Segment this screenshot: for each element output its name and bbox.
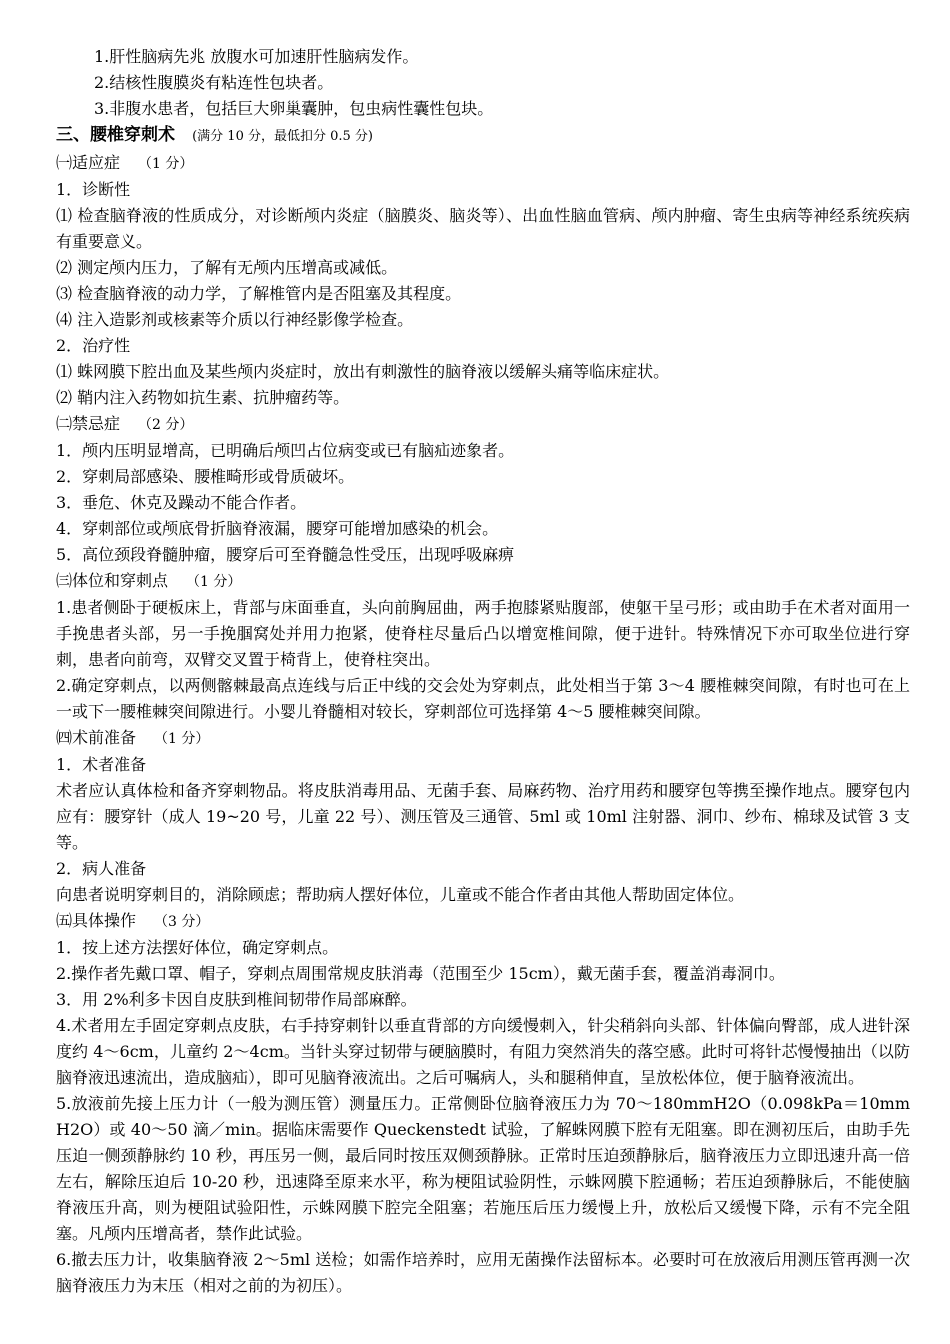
part4-sub2-title: 2．病人准备 [56,859,147,878]
part2-item-3: 3．垂危、休克及躁动不能合作者。 [56,493,307,512]
top-item-3: 3.非腹水患者，包括巨大卵巢囊肿，包虫病性囊性包块。 [94,99,494,118]
top-item-2: 2.结核性腹膜炎有粘连性包块者。 [94,73,334,92]
part1-title: ㈠适应症 [56,153,121,172]
part1-diag-item-3: ⑶ 检查脑脊液的动力学，了解椎管内是否阻塞及其程度。 [56,284,462,303]
part2-item-2: 2．穿刺局部感染、腰椎畸形或骨质破坏。 [56,467,355,486]
part5-item-3: 3．用 2%利多卡因自皮肤到椎间韧带作局部麻醉。 [56,990,417,1009]
part2-title: ㈡禁忌症 [56,414,121,433]
section-heading [56,122,910,150]
part4-sub1-title: 1．术者准备 [56,755,147,774]
part5-heading [56,908,910,935]
part3-title: ㈢体位和穿刺点 [56,571,169,590]
part4-title: ㈣术前准备 [56,728,137,747]
part5-item-2: 2.操作者先戴口罩、帽子，穿刺点周围常规皮肤消毒（范围至少 15cm），戴无菌手套，覆盖消毒洞巾。 [56,964,785,983]
part3-item-2: 2.确定穿刺点，以两侧髂棘最高点连线与后正中线的交会处为穿刺点，此处相当于第 3～4 腰椎棘突间隙，有时也可在上一或下一腰椎棘突间隙进行。小婴儿脊髓相对较长，穿刺部位可选择第 4～5 腰椎棘突间隙。 [56,676,910,721]
part2-heading [56,411,910,438]
part1-score: （1 分） [138,156,194,172]
part3-item-1: 1.患者侧卧于硬板床上，背部与床面垂直，头向前胸屈曲，两手抱膝紧贴腹部，使躯干呈弓形；或由助手在术者对面用一手挽患者头部，另一手挽腘窝处并用力抱紧，使脊柱尽量后凸以增宽椎间隙，便于进针。特殊情况下亦可取坐位进行穿刺，患者向前弯，双臂交叉置于椅背上，使脊柱突出。 [56,598,910,669]
part2-score: （2 分） [138,417,194,433]
part5-item-6: 6.撤去压力计，收集脑脊液 2～5ml 送检；如需作培养时，应用无菌操作法留标本。必要时可在放液后用测压管再测一次脑脊液压力为末压（相对之前的为初压）。 [56,1250,910,1295]
part4-score: （1 分） [154,731,210,747]
part4-sub2-text: 向患者说明穿刺目的，消除顾虑；帮助病人摆好体位，儿童或不能合作者由其他人帮助固定体位。 [56,885,745,904]
part1-diag-item-1: ⑴ 检查脑脊液的性质成分，对诊断颅内炎症（脑膜炎、脑炎等）、出血性脑血管病、颅内肿瘤、寄生虫病等神经系统疾病有重要意义。 [56,206,910,251]
part5-item-5: 5.放液前先接上压力计（一般为测压管）测量压力。正常侧卧位脑脊液压力为 70～180mmH2O（0.098kPa＝10mmH2O）或 40～50 滴／min。据临床需要作 Queckenstedt 试验，了解蛛网膜下腔有无阻塞。即在测初压后，由助手先压迫一侧颈静脉约 10 秒，再压另一侧，最后同时按压双侧颈静脉。正常时压迫颈静脉后，脑脊液压力立即迅速升高一倍左右，解除压迫后 10-20 秒，迅速降至原来水平，称为梗阻试验阴性，示蛛网膜下腔通畅；若压迫颈静脉后，不能使脑脊液压升高，则为梗阻试验阳性，示蛛网膜下腔完全阻塞；若施压后压力缓慢上升，放松后又缓慢下降，示有不完全阻塞。凡颅内压增高者，禁作此试验。 [56,1094,910,1243]
part2-item-1: 1．颅内压明显增高，已明确后颅凹占位病变或已有脑疝迹象者。 [56,441,515,460]
part1-treat-item-2: ⑵ 鞘内注入药物如抗生素、抗肿瘤药等。 [56,388,350,407]
part4-sub1-text: 术者应认真体检和备齐穿刺物品。将皮肤消毒用品、无菌手套、局麻药物、治疗用药和腰穿包等携至操作地点。腰穿包内应有：腰穿针（成人 19~20 号，儿童 22 号）、测压管及三通管、5ml 或 10ml 注射器、洞巾、纱布、棉球及试管 3 支等。 [56,781,910,852]
section-note: (满分 10 分，最低扣分 0.5 分) [192,129,373,144]
part5-title: ㈤具体操作 [56,911,137,930]
part5-item-4: 4.术者用左手固定穿刺点皮肤，右手持穿刺针以垂直背部的方向缓慢刺入，针尖稍斜向头部、针体偏向臀部，成人进针深度约 4～6cm，儿童约 2～4cm。当针头穿过韧带与硬脑膜时，有阻力突然消失的落空感。此时可将针芯慢慢抽出（以防脑脊液迅速流出，造成脑疝），即可见脑脊液流出。之后可嘱病人，头和腿稍伸直，呈放松体位，便于脑脊液流出。 [56,1016,910,1087]
part1-diag-item-4: ⑷ 注入造影剂或核素等介质以行神经影像学检查。 [56,310,414,329]
part1-diag-title: 1．诊断性 [56,180,131,199]
part3-score: （1 分） [186,574,242,590]
section-title: 三、腰椎穿刺术 [56,125,175,145]
top-item-1: 1.肝性脑病先兆 放腹水可加速肝性脑病发作。 [94,47,419,66]
part1-treat-title: 2．治疗性 [56,336,131,355]
part4-heading [56,725,910,752]
part1-diag-item-2: ⑵ 测定颅内压力，了解有无颅内压增高或减低。 [56,258,398,277]
part2-item-4: 4．穿刺部位或颅底骨折脑脊液漏，腰穿可能增加感染的机会。 [56,519,499,538]
part2-item-5: 5．高位颈段脊髓肿瘤，腰穿后可至脊髓急性受压，出现呼吸麻痹 [56,545,515,564]
part3-heading [56,568,910,595]
part5-score: （3 分） [154,914,210,930]
part1-heading [56,150,910,177]
part5-item-1: 1．按上述方法摆好体位，确定穿刺点。 [56,938,339,957]
part1-treat-item-1: ⑴ 蛛网膜下腔出血及某些颅内炎症时，放出有刺激性的脑脊液以缓解头痛等临床症状。 [56,362,670,381]
